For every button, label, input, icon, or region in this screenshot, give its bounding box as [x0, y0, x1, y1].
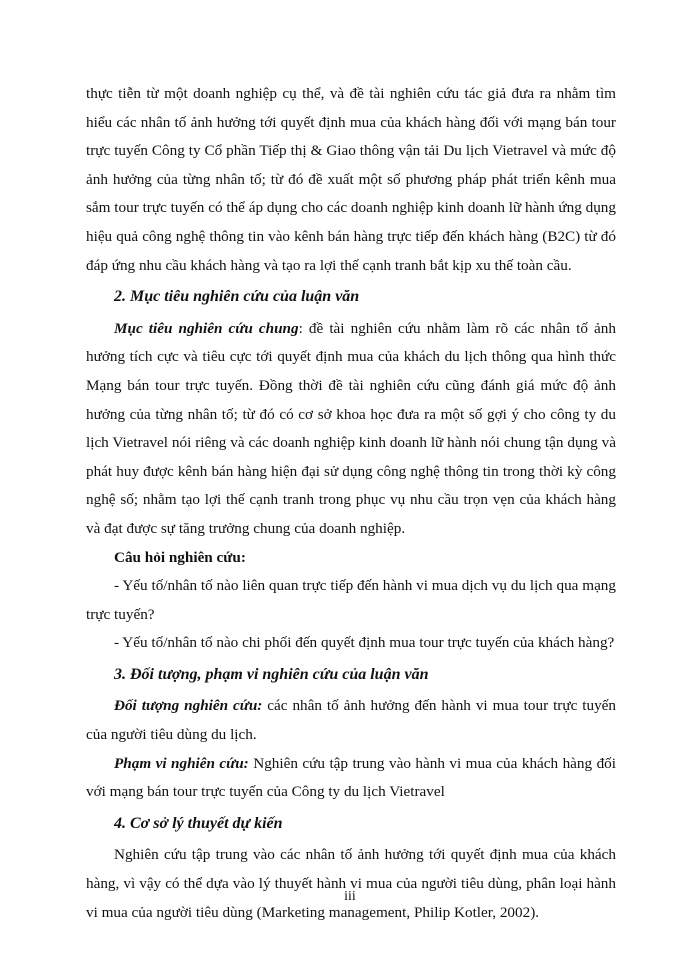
- general-objective-text: : đề tài nghiên cứu nhằm làm rõ các nhân tố ảnh hưởng tích cực và tiêu cực tới quyết định mua của khách du lịch thông qua hình thức Mạng bán tour trực tuyến. Đồng thời đề tài nghiên cứu cũng đánh giá mức độ ảnh hưởng của từng nhân tố; từ đó có cơ sở khoa học đưa ra một số gợi ý cho công ty du lịch Vietravel nói riêng và các doanh nghiệp kinh doanh lữ hành nói chung tận dụng và phát huy được kênh bán hàng hiện đại sử dụng công nghệ thông tin trong thời kỳ công nghệ số; nhằm tạo lợi thế cạnh tranh trong phục vụ nhu cầu trọn vẹn của khách hàng và đạt được sự tăng trưởng chung của doanh nghiệp.: [86, 319, 616, 537]
- research-object-paragraph: [86, 692, 616, 749]
- general-objective-label: Mục tiêu nghiên cứu chung: [114, 319, 299, 337]
- research-scope-label: Phạm vi nghiên cứu:: [114, 754, 249, 772]
- page-number: iii: [344, 889, 356, 904]
- research-question-1: - Yếu tố/nhân tố nào liên quan trực tiếp đến hành vi mua dịch vụ du lịch qua mạng trực tuyến?: [86, 577, 616, 623]
- research-object-label: Đối tượng nghiên cứu:: [114, 697, 263, 715]
- research-questions-heading: Câu hỏi nghiên cứu:: [114, 548, 246, 566]
- section-3-heading: 3. Đối tượng, phạm vi nghiên cứu của luận văn: [114, 665, 429, 683]
- research-scope-text: Nghiên cứu tập trung vào hành vi mua của khách hàng đối với mạng bán tour trực tuyến của Công ty du lịch Vietravel: [86, 754, 616, 801]
- section-4-heading: 4. Cơ sở lý thuyết dự kiến: [114, 814, 283, 832]
- research-question-2: - Yếu tố/nhân tố nào chi phối đến quyết định mua tour trực tuyến của khách hàng?: [114, 634, 615, 652]
- page-content: [86, 80, 616, 927]
- section-2-heading: 2. Mục tiêu nghiên cứu của luận văn: [114, 288, 360, 306]
- research-scope-paragraph: [86, 750, 616, 807]
- intro-paragraph: thực tiễn từ một doanh nghiệp cụ thể, và đề tài nghiên cứu tác giả đưa ra nhằm tìm hiểu các nhân tố ảnh hưởng tới quyết định mua của khách hàng đối với mạng bán tour trực tuyến Công ty Cổ phần Tiếp thị & Giao thông vận tải Du lịch Vietravel và mức độ ảnh hưởng của từng nhân tố; từ đó đề xuất một số phương pháp phát triển kênh mua sắm tour trực tuyến có thể áp dụng cho các doanh nghiệp kinh doanh lữ hành ứng dụng hiệu quả công nghệ thông tin vào kênh bán hàng trực tiếp đến khách hàng (B2C) từ đó đáp ứng nhu cầu khách hàng và tạo ra lợi thế cạnh tranh bắt kịp xu thế toàn cầu.: [86, 85, 616, 274]
- research-object-text: các nhân tố ảnh hưởng đến hành vi mua tour trực tuyến của người tiêu dùng du lịch.: [86, 697, 616, 744]
- theory-paragraph: Nghiên cứu tập trung vào các nhân tố ảnh hưởng tới quyết định mua của khách hàng, vì vậy có thể dựa vào lý thuyết hành vi mua của người tiêu dùng, phân loại hành vi mua của người tiêu dùng (Marketing management, Philip Kotler, 2002).: [86, 846, 616, 921]
- general-objective-paragraph: [86, 315, 616, 544]
